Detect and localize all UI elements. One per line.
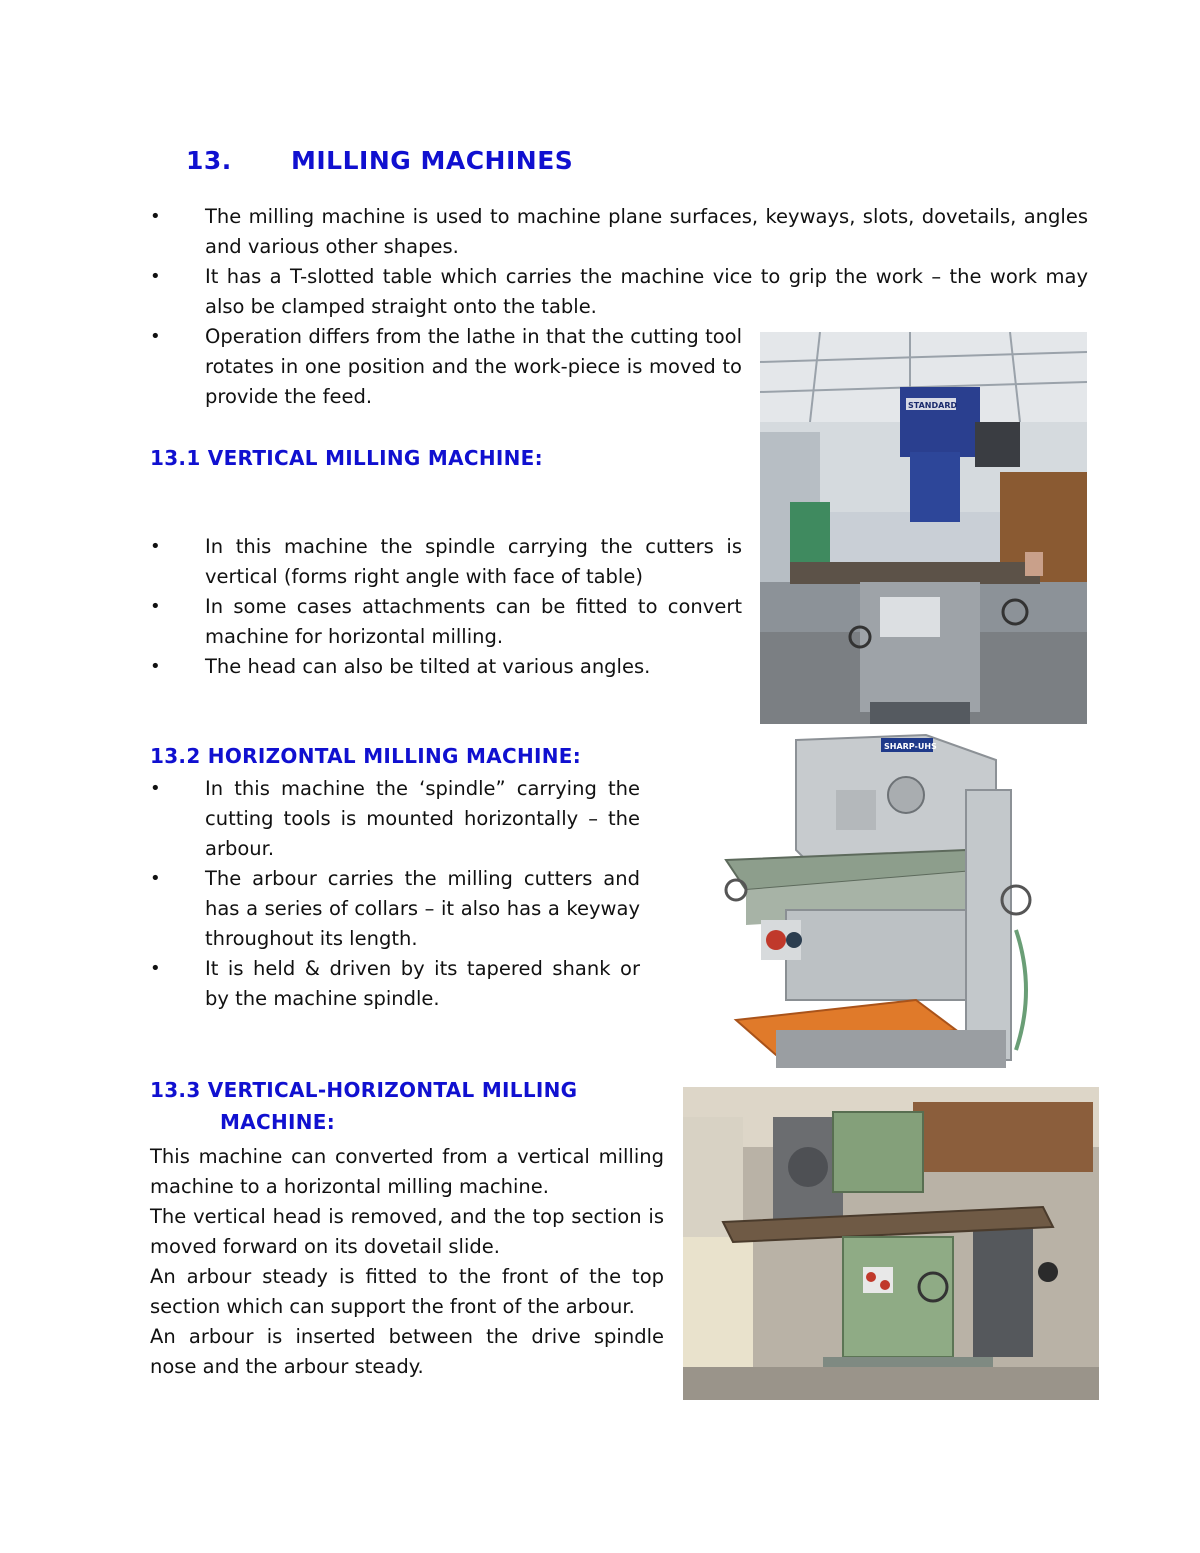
machine-nameplate: STANDARD — [908, 401, 958, 410]
section-title: MILLING MACHINES — [291, 146, 574, 175]
list-item: • The arbour carries the milling cutters and has a series of collars – it also has a keyway throughout its length. — [150, 864, 640, 954]
horizontal-milling-machine-photo — [716, 730, 1038, 1072]
list-item: • The head can also be tilted at various angles. — [150, 652, 742, 682]
list-item: • In this machine the ‘spindle” carrying the cutting tools is mounted horizontally – the arbour. — [150, 774, 640, 864]
section-heading-vertical: 13.1 VERTICAL MILLING MACHINE: — [150, 446, 543, 470]
paragraph: The vertical head is removed, and the top section is moved forward on its dovetail slide. — [150, 1205, 664, 1258]
page-title — [186, 146, 573, 175]
list-item: • In some cases attachments can be fitted to convert machine for horizontal milling. — [150, 592, 742, 652]
section-heading-horizontal: 13.2 HORIZONTAL MILLING MACHINE: — [150, 744, 582, 768]
machine-nameplate: SHARP-UHS — [884, 742, 937, 751]
section-heading-vertical-horizontal-line2: MACHINE: — [220, 1110, 336, 1134]
section-number: 13. — [186, 146, 232, 175]
list-item: • It has a T-slotted table which carries the machine vice to grip the work – the work may also be clamped straight onto the table. — [150, 262, 1088, 322]
list-item: • It is held & driven by its tapered shank or by the machine spindle. — [150, 954, 640, 1014]
vertical-bullet-list — [150, 532, 742, 682]
vertical-milling-machine-photo — [760, 332, 1087, 724]
list-item: • The milling machine is used to machine plane surfaces, keyways, slots, dovetails, angles and various other shapes. — [150, 202, 1088, 262]
list-item: • In this machine the spindle carrying the cutters is vertical (forms right angle with face of table) — [150, 532, 742, 592]
intro-bullet-list — [150, 202, 1088, 322]
paragraph: An arbour steady is fitted to the front of the top section which can support the front of the arbour. — [150, 1265, 664, 1318]
intro-bullet-list-narrow — [150, 322, 742, 412]
horizontal-bullet-list — [150, 774, 640, 1014]
paragraph: An arbour is inserted between the drive spindle nose and the arbour steady. — [150, 1325, 664, 1378]
list-item: • Operation differs from the lathe in that the cutting tool rotates in one position and the work-piece is moved to provide the feed. — [150, 322, 742, 412]
vertical-horizontal-milling-machine-photo — [683, 1087, 1099, 1400]
paragraph: This machine can converted from a vertical milling machine to a horizontal milling machine. — [150, 1145, 664, 1198]
section-heading-vertical-horizontal: 13.3 VERTICAL-HORIZONTAL MILLING — [150, 1078, 578, 1102]
